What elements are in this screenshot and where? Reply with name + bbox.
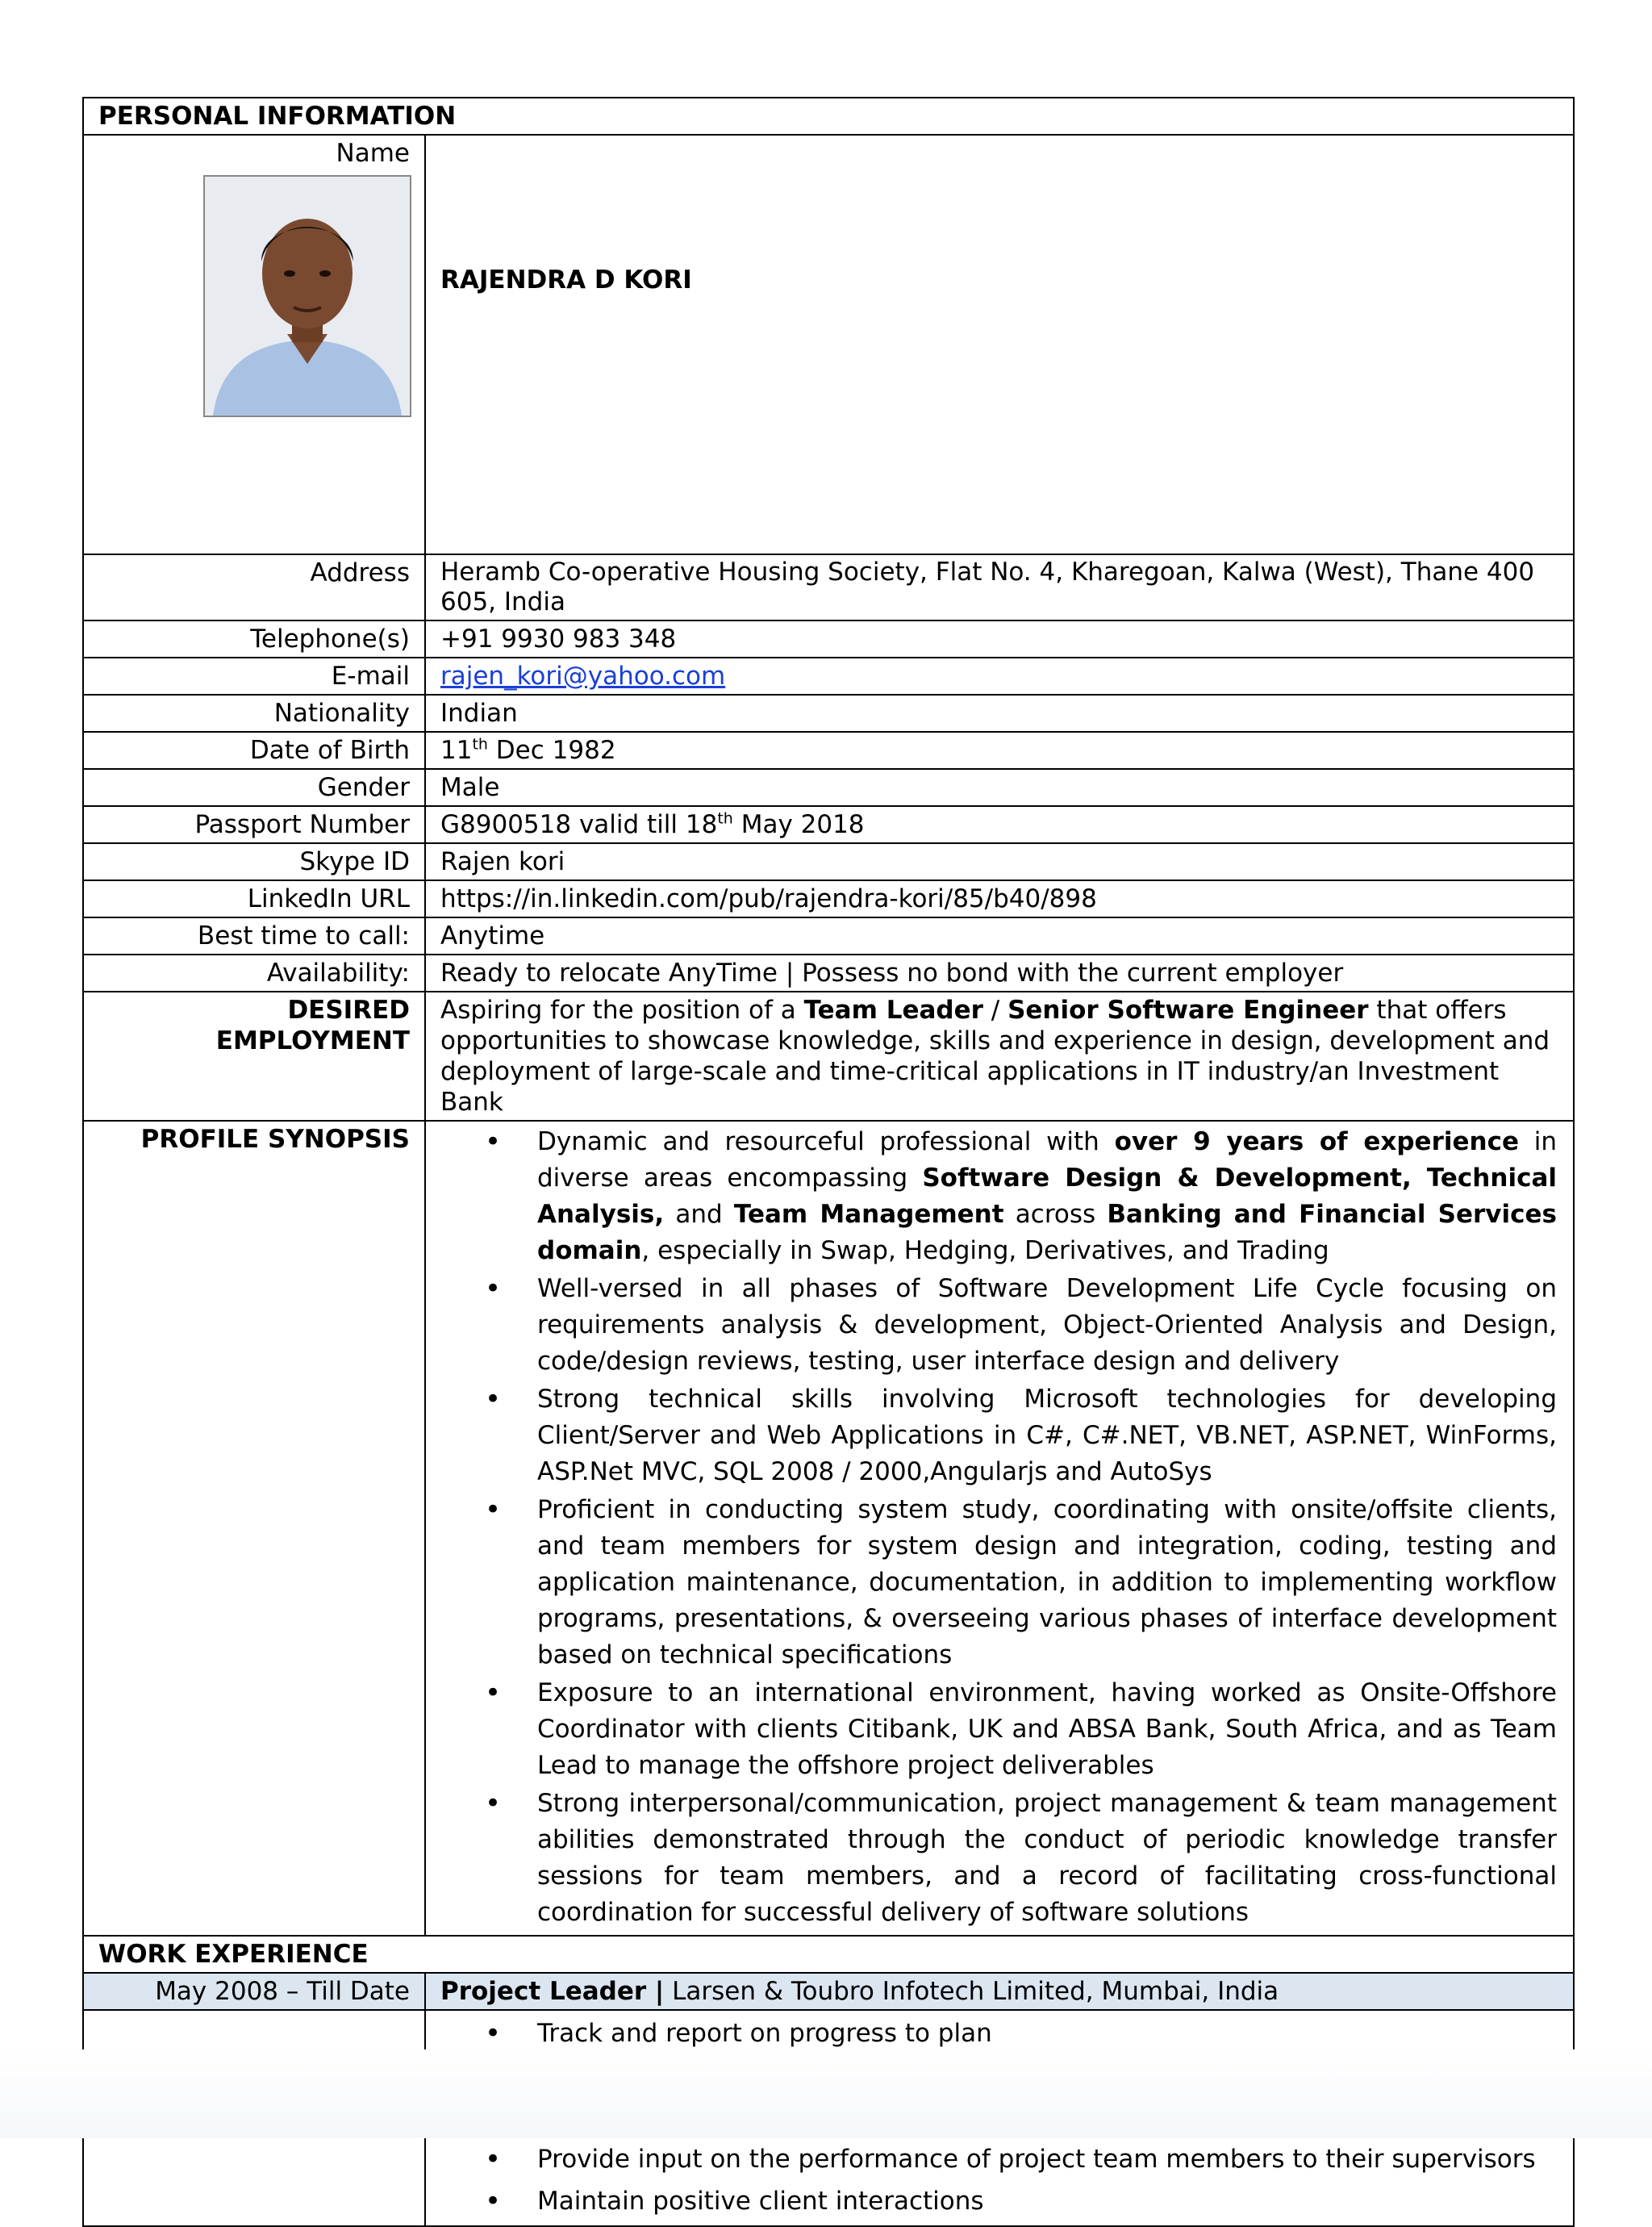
- desired-text-1: Aspiring for the position of a: [440, 996, 804, 1025]
- list-item: • Exposure to an international environment, having worked as Onsite-Offshore Coordinator with clients Citibank, UK and ABSA Bank, South Africa, and as Team Lead to manage the offshore project deliverables: [537, 1675, 1557, 1784]
- telephone-row: [83, 620, 1574, 658]
- job-period: May 2008 – Till Date: [83, 1973, 425, 2010]
- passport-label: Passport Number: [83, 806, 425, 843]
- email-link[interactable]: rajen_kori@yahoo.com: [440, 662, 726, 691]
- availability-row: [83, 955, 1574, 992]
- synopsis-bold: Banking and Financial Services domain: [537, 1200, 1557, 1265]
- work-experience-heading: WORK EXPERIENCE: [83, 1936, 1574, 1973]
- desired-text-3: that offers opportunities to showcase knowledge, skills and experience in design, development and deployment of large-scale and time-critical applications in IT industry/an Investment Bank: [440, 996, 1550, 1117]
- skype-label: Skype ID: [83, 843, 425, 880]
- job-header-row: [83, 1973, 1574, 2010]
- resume-page: [82, 97, 1573, 2227]
- address-row: [83, 554, 1574, 620]
- nationality-value: Indian: [425, 695, 1574, 732]
- synopsis-bold: Software Design & Development, Technical Analysis,: [537, 1164, 1557, 1229]
- desired-employment-text: [425, 992, 1574, 1121]
- page-footer-shade: [0, 2049, 1652, 2138]
- profile-synopsis-label: PROFILE SYNOPSIS: [83, 1121, 425, 1936]
- dob-day: 11: [440, 736, 473, 765]
- candidate-name: RAJENDRA D KORI: [425, 135, 1574, 554]
- desired-text-2: /: [982, 996, 1008, 1025]
- telephone-value: +91 9930 983 348: [425, 620, 1574, 658]
- desired-employment-label: DESIRED EMPLOYMENT: [83, 992, 425, 1121]
- gender-label: Gender: [83, 769, 425, 806]
- linkedin-row: [83, 880, 1574, 917]
- synopsis-bold: Team Management: [733, 1200, 1004, 1229]
- profile-synopsis-list: [440, 1124, 1557, 1931]
- synopsis-text: and: [664, 1200, 734, 1229]
- dob-month-year: Dec 1982: [487, 736, 616, 765]
- list-item: • Track and report on progress to plan: [537, 2013, 1558, 2054]
- desired-role-2: Senior Software Engineer: [1007, 996, 1369, 1025]
- email-row: [83, 658, 1574, 695]
- gender-row: [83, 769, 1574, 806]
- skype-value: Rajen kori: [425, 843, 1574, 880]
- personal-info-header-row: [83, 98, 1574, 135]
- nationality-row: [83, 695, 1574, 732]
- passport-expiry: May 2018: [732, 810, 865, 839]
- email-label: E-mail: [83, 658, 425, 695]
- telephone-label: Telephone(s): [83, 620, 425, 658]
- address-value: Heramb Co-operative Housing Society, Flat No. 4, Kharegoan, Kalwa (West), Thane 400 605, India: [425, 554, 1574, 620]
- passport-value: [425, 806, 1574, 843]
- name-row: [83, 135, 1574, 554]
- profile-photo: [203, 175, 411, 417]
- job-role: Project Leader |: [440, 1977, 665, 2006]
- best-time-value: Anytime: [425, 917, 1574, 955]
- dob-row: [83, 732, 1574, 769]
- list-item: • Maintain positive client interactions: [537, 2181, 1558, 2221]
- list-item: • Strong interpersonal/communication, project management & team management abilities demonstrated through the conduct of periodic knowledge transfer sessions for team members, and a record of facilitating cross-functional coordination for successful delivery of software solutions: [537, 1786, 1557, 1931]
- job-company: Larsen & Toubro Infotech Limited, Mumbai, India: [664, 1977, 1279, 2006]
- synopsis-text: , especially in Swap, Hedging, Derivatives, and Trading: [641, 1236, 1329, 1265]
- linkedin-label: LinkedIn URL: [83, 880, 425, 917]
- address-label: Address: [83, 554, 425, 620]
- dob-label: Date of Birth: [83, 732, 425, 769]
- dob-value: [425, 732, 1574, 769]
- personal-info-heading: PERSONAL INFORMATION: [83, 98, 1574, 135]
- profile-synopsis-row: [83, 1121, 1574, 1936]
- skype-row: [83, 843, 1574, 880]
- availability-value: Ready to relocate AnyTime | Possess no bond with the current employer: [425, 955, 1574, 992]
- synopsis-bold: over 9 years of experience: [1114, 1127, 1519, 1156]
- nationality-label: Nationality: [83, 695, 425, 732]
- synopsis-text: across: [1003, 1200, 1108, 1229]
- name-label: Name: [336, 139, 410, 168]
- job-title: [425, 1973, 1574, 2010]
- resume-table: [82, 97, 1575, 2227]
- work-experience-header-row: [83, 1936, 1574, 1973]
- best-time-row: [83, 917, 1574, 955]
- list-item: [537, 1124, 1557, 1269]
- desired-employment-row: [83, 992, 1574, 1121]
- desired-role-1: Team Leader: [803, 996, 983, 1025]
- person-photo-icon: [205, 177, 410, 416]
- list-item: • Well-versed in all phases of Software Development Life Cycle focusing on requirements analysis & development, Object-Oriented Analysis and Design, code/design reviews, testing, user interface design and delivery: [537, 1271, 1557, 1380]
- synopsis-text: in diverse areas encompassing: [537, 1127, 1557, 1193]
- availability-label: Availability:: [83, 955, 425, 992]
- list-item: • Provide input on the performance of project team members to their supervisors: [537, 2139, 1558, 2179]
- list-item: • Proficient in conducting system study, coordinating with onsite/offsite clients, and team members for system design and integration, coding, testing and application maintenance, documentation, in addition to implementing workflow programs, presentations, & overseeing various phases of interface development based on technical specifications: [537, 1492, 1557, 1673]
- passport-number: G8900518 valid till 18: [440, 810, 718, 839]
- name-label-cell: [83, 135, 425, 554]
- passport-suffix: th: [717, 809, 733, 828]
- best-time-label: Best time to call:: [83, 917, 425, 955]
- linkedin-url: https://in.linkedin.com/pub/rajendra-kori/85/b40/898: [425, 880, 1574, 917]
- gender-value: Male: [425, 769, 1574, 806]
- dob-suffix: th: [472, 735, 488, 754]
- passport-row: [83, 806, 1574, 843]
- list-item: • Strong technical skills involving Microsoft technologies for developing Client/Server and Web Applications in C#, C#.NET, VB.NET, ASP.NET, WinForms, ASP.Net MVC, SQL 2008 / 2000,Angularjs and AutoSys: [537, 1381, 1557, 1490]
- profile-synopsis-cell: [425, 1121, 1574, 1936]
- synopsis-text: Dynamic and resourceful professional with: [537, 1127, 1115, 1156]
